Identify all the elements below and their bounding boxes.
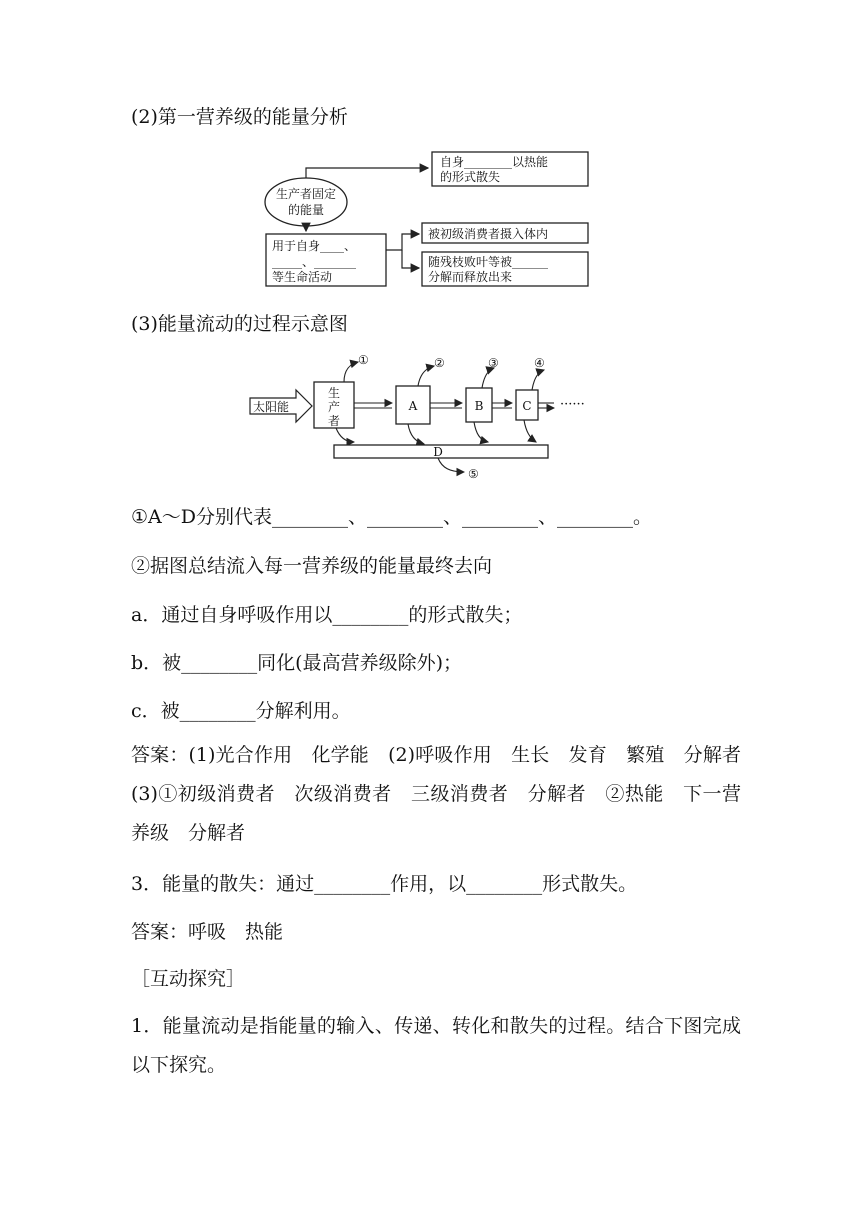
box-c-label: C bbox=[522, 399, 532, 413]
box-a-label: A bbox=[408, 399, 418, 413]
item-3: 3．能量的散失：通过________作用，以________形式散失。 bbox=[131, 873, 638, 895]
question-a: a．通过自身呼吸作用以________的形式散失； bbox=[131, 604, 523, 626]
label-5: ⑤ bbox=[468, 467, 479, 481]
energy-analysis-diagram bbox=[260, 150, 596, 288]
ellipse-label-2: 的能量 bbox=[287, 203, 325, 217]
heat-loss-label-1: 自身________以热能 bbox=[440, 155, 549, 169]
label-2: ② bbox=[434, 356, 445, 370]
section-3-title: (3)能量流动的过程示意图 bbox=[131, 313, 348, 335]
growth-label-3: 等生命活动 bbox=[272, 270, 333, 284]
primary-consumer-label: 被初级消费者摄入体内 bbox=[428, 227, 549, 241]
growth-label-1: 用于自身____、 bbox=[272, 239, 357, 253]
ellipse-label-1: 生产者固定 bbox=[275, 187, 337, 201]
heat-loss-label-2: 的形式散失 bbox=[440, 170, 501, 184]
label-4: ④ bbox=[534, 356, 545, 370]
decomposer-label-1: 随残枝败叶等被______ bbox=[428, 255, 549, 269]
decomposer-label-2: 分解而释放出来 bbox=[428, 270, 513, 284]
solar-energy-label: 太阳能 bbox=[253, 400, 290, 414]
item-1: 1．能量流动是指能量的输入、传递、转化和散失的过程。结合下图完成以下探究。 bbox=[131, 1015, 741, 1076]
continuation-dots: ······ bbox=[560, 397, 585, 412]
answer-1: 答案：(1)光合作用 化学能 (2)呼吸作用 生长 发育 繁殖 分解者 (3)①初级消费者 次级消费者 三级消费者 分解者 ②热能 下一营养级 分解者 bbox=[131, 744, 761, 844]
growth-label-2: _____、_______ bbox=[272, 255, 357, 269]
section-2-title: (2)第一营养级的能量分析 bbox=[131, 106, 348, 128]
question-c: c．被________分解利用。 bbox=[131, 700, 351, 722]
producer-label-2: 产 bbox=[327, 400, 341, 414]
producer-fixed-energy-ellipse bbox=[265, 178, 347, 226]
answer-3: 答案：呼吸 热能 bbox=[131, 921, 284, 943]
producer-label-1: 生 bbox=[327, 386, 341, 400]
question-2: ②据图总结流入每一营养级的能量最终去向 bbox=[131, 555, 493, 577]
energy-flow-diagram bbox=[248, 352, 618, 484]
question-1: ①A～D分别代表________、________、________、________。 bbox=[131, 506, 652, 528]
label-3: ③ bbox=[488, 356, 499, 370]
label-1: ① bbox=[358, 353, 369, 367]
interactive-heading: ［互动探究］ bbox=[131, 968, 246, 990]
box-d-label: D bbox=[433, 445, 443, 459]
producer-label-3: 者 bbox=[327, 414, 341, 428]
box-b-label: B bbox=[474, 399, 484, 413]
question-b: b．被________同化(最高营养级除外)； bbox=[131, 652, 462, 674]
